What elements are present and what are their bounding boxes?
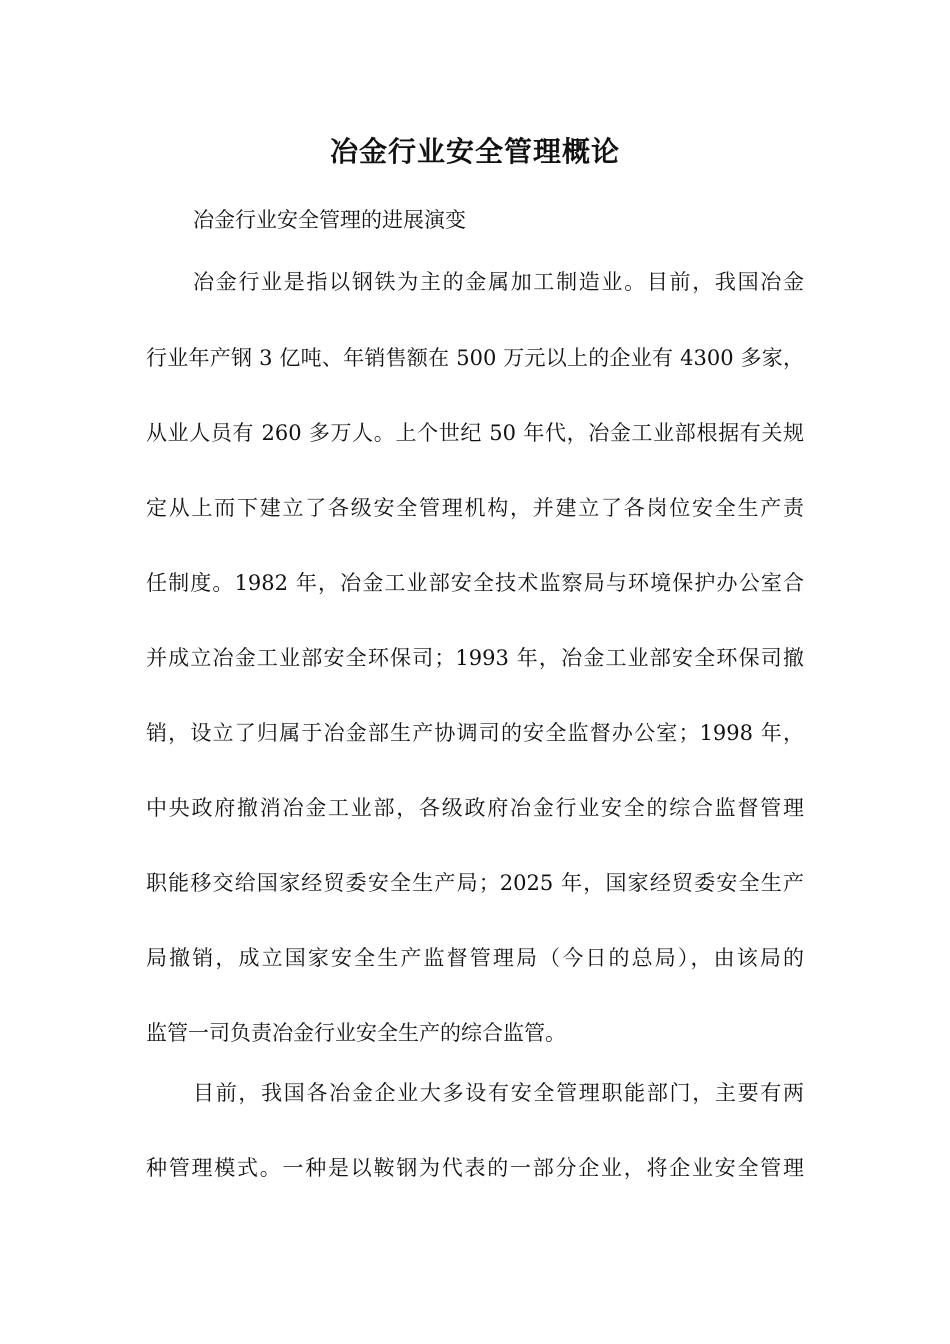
paragraph-1-line-9: 职能移交给国家经贸委安全生产局；2025 年，国家经贸委安全生产 [146, 871, 804, 895]
paragraph-1-line-2: 行业年产钢 3 亿吨、年销售额在 500 万元以上的企业有 4300 多家， [146, 346, 804, 370]
paragraph-1-line-6: 并成立冶金工业部安全环保司；1993 年，冶金工业部安全环保司撤 [146, 646, 804, 670]
section-heading: 冶金行业安全管理的进展演变 [193, 208, 466, 232]
paragraph-1-line-11: 监管一司负责冶金行业安全生产的综合监管。 [146, 1021, 566, 1045]
document-title: 冶金行业安全管理概论 [329, 135, 620, 168]
paragraph-1-line-4: 定从上而下建立了各级安全管理机构，并建立了各岗位安全生产责 [146, 496, 804, 520]
paragraph-1-line-5: 任制度。1982 年，冶金工业部安全技术监察局与环境保护办公室合 [146, 571, 804, 595]
paragraph-2-line-1: 目前，我国各冶金企业大多设有安全管理职能部门，主要有两 [193, 1081, 804, 1105]
paragraph-1-line-1: 冶金行业是指以钢铁为主的金属加工制造业。目前，我国冶金 [193, 270, 804, 294]
paragraph-1-line-7: 销，设立了归属于冶金部生产协调司的安全监督办公室；1998 年， [146, 721, 804, 745]
paragraph-1-line-10: 局撤销，成立国家安全生产监督管理局（今日的总局），由该局的 [146, 946, 804, 970]
paragraph-1-line-3: 从业人员有 260 多万人。上个世纪 50 年代，冶金工业部根据有关规 [146, 421, 804, 445]
paragraph-1-line-8: 中央政府撤消冶金工业部，各级政府冶金行业安全的综合监督管理 [146, 796, 804, 820]
paragraph-2-line-2: 种管理模式。一种是以鞍钢为代表的一部分企业，将企业安全管理 [146, 1156, 804, 1180]
